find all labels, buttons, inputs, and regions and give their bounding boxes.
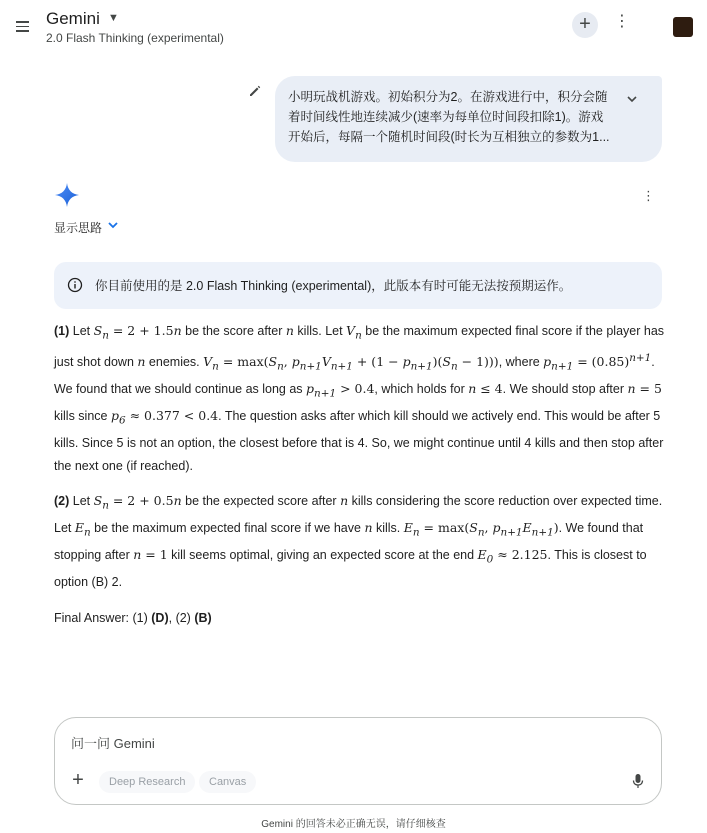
text: , where — [498, 355, 544, 370]
microphone-icon[interactable] — [631, 773, 645, 789]
text: kills. — [372, 521, 404, 536]
math: n — [137, 354, 146, 370]
part-label: (1) — [54, 324, 70, 338]
final-answer — [54, 607, 664, 630]
expand-prompt-icon[interactable] — [625, 92, 639, 106]
text: be the expected score after — [181, 494, 341, 509]
text: Final Answer: (1) — [54, 610, 152, 625]
math: $E_0 \approx 2.125$ — [477, 547, 548, 566]
answer-part-2 — [54, 490, 664, 594]
math: $S_n = 2 + 1.5n$ — [93, 323, 182, 342]
text: Let — [69, 324, 94, 338]
prompt-input-box[interactable] — [54, 717, 662, 805]
deep-research-chip[interactable]: Deep Research — [99, 771, 195, 793]
new-chat-button[interactable]: + — [572, 12, 598, 38]
math: n = 1 — [133, 547, 168, 563]
text: kills considering the score reduction over expected time. Let — [54, 494, 663, 536]
text: . We found that we should continue as long as — [54, 355, 655, 397]
math: $p_{n+1} = (0.85)^{n+1}$ — [543, 352, 652, 373]
math: n = 5 — [627, 381, 662, 397]
text: , (2) — [168, 610, 195, 625]
answer-1: (D) — [151, 610, 169, 625]
text: , which holds for — [374, 382, 469, 397]
answer-part-1 — [54, 320, 664, 477]
text: . This is closest to option (B) 2. — [54, 548, 647, 590]
menu-icon[interactable] — [16, 18, 32, 34]
text: enemies. — [145, 355, 204, 370]
chevron-down-icon[interactable] — [106, 218, 120, 232]
more-options-icon[interactable]: ⋮ — [614, 13, 630, 30]
text: be the maximum expected final score if we have — [90, 521, 365, 536]
text: Let — [69, 494, 94, 509]
text: . We should stop after — [502, 382, 628, 397]
math: $p_6 \approx 0.377 < 0.4$ — [110, 408, 219, 427]
info-icon — [67, 277, 83, 293]
part-label: (2) — [54, 494, 70, 509]
text: . The question asks after which kill should we actively end. This would be after 5 kills. Since 5 is not an option, the closest before that is 4. So, we might continue until 4 kills and then stop after the next one (if reached). — [54, 409, 664, 473]
math: $p_{n+1} > 0.4$ — [306, 381, 375, 400]
text: be the score after — [181, 324, 286, 338]
text: kills since — [54, 409, 111, 424]
user-prompt-line: 着时间线性地连续减少(速率为每单位时间段扣除1)。游戏 — [288, 110, 604, 124]
model-dropdown-icon[interactable]: ▼ — [108, 12, 119, 24]
user-prompt-line: 开始后，每隔一个随机时间段(时长为互相独立的参数为1... — [288, 130, 610, 144]
math: $E_n$ — [74, 520, 91, 539]
show-thoughts-toggle[interactable]: 显示思路 — [54, 221, 103, 235]
answer-2: (B) — [194, 610, 212, 625]
math: n — [364, 520, 373, 536]
add-attachment-button[interactable]: + — [72, 769, 84, 791]
math: n — [285, 323, 294, 338]
banner-text: 你目前使用的是 2.0 Flash Thinking (experimental)，此版本有时可能无法按预期运作。 — [95, 279, 572, 293]
edit-icon[interactable] — [248, 84, 262, 98]
user-prompt-line: 小明玩战机游戏。初始积分为2。在游戏进行中，积分会随 — [288, 90, 608, 104]
math: $V_n$ — [346, 323, 362, 342]
text: . We found that stopping after — [54, 521, 644, 563]
math: $E_n = \max(S_n$, $p_{n+1}E_{n+1}$) — [403, 520, 559, 539]
math: $S_n = 2 + 0.5n$ — [93, 493, 182, 512]
app-title[interactable]: Gemini — [46, 9, 100, 28]
experimental-notice-banner — [54, 262, 662, 309]
math: n — [340, 493, 349, 509]
text: kills. Let — [293, 324, 347, 338]
canvas-chip[interactable]: Canvas — [199, 771, 256, 793]
math: n ≤ 4 — [468, 381, 503, 397]
disclaimer-footer: Gemini 的回答未必正确无误，请仔细核查 — [261, 819, 446, 830]
model-subtitle[interactable]: 2.0 Flash Thinking (experimental) — [46, 31, 224, 45]
response-options-icon[interactable]: ⋮ — [642, 188, 655, 203]
math: $V_n = \max(S_n$, $p_{n+1}V_{n+1} + (1 - p_{n+1})(S_n - 1)$)) — [203, 354, 499, 373]
text: be the maximum expected final score if the player has just shot down — [54, 324, 665, 370]
text: kill seems optimal, giving an expected score at the end — [167, 548, 478, 563]
avatar[interactable] — [673, 17, 693, 37]
gemini-sparkle-icon — [54, 182, 80, 208]
user-prompt-bubble — [275, 76, 662, 162]
prompt-input[interactable]: 问一问 Gemini — [71, 736, 155, 751]
response-body — [54, 320, 664, 642]
